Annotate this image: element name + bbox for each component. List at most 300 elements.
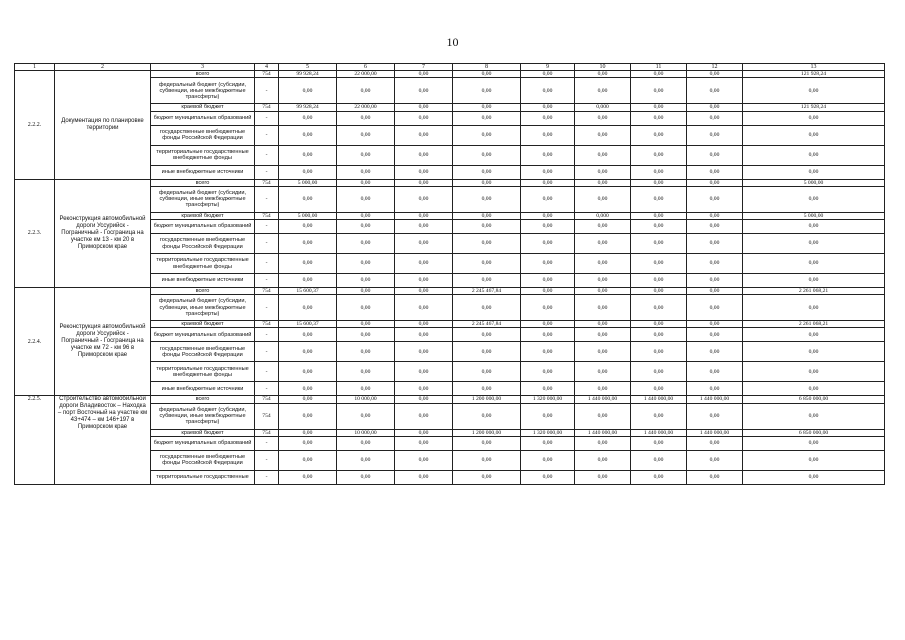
amount-cell: 0,00 [575,288,631,295]
total-cell: 0,00 [743,403,885,429]
gkbs-code-cell: 754 [255,179,279,186]
gkbs-code-cell: 754 [255,104,279,111]
amount-cell: 0,00 [521,165,575,179]
amount-cell: 15 600,37 [279,288,337,295]
amount-cell: 0,00 [279,145,337,165]
amount-cell: 0,00 [521,470,575,484]
amount-cell: 0,00 [687,328,743,342]
amount-cell: 0,00 [521,403,575,429]
amount-cell: 0,00 [521,78,575,104]
funding-source: федеральный бюджет (субсидии, субвенции, иные межбюджетные трансферты) [151,78,255,104]
amount-cell: 0,00 [631,403,687,429]
funding-source: территориальные государственные [151,470,255,484]
item-code: 2.2.4. [15,288,55,396]
amount-cell: 0,00 [575,342,631,362]
total-cell: 0,00 [743,234,885,254]
gkbs-code-cell: 754 [255,403,279,429]
amount-cell: 15 600,37 [279,321,337,328]
amount-cell: 1 200 000,00 [453,429,521,436]
gkbs-code-cell: - [255,220,279,234]
amount-cell: 0,00 [521,288,575,295]
amount-cell: 0,00 [687,145,743,165]
total-cell: 0,00 [743,78,885,104]
funding-source: бюджет муниципальных образований [151,220,255,234]
amount-cell: 0,00 [575,470,631,484]
total-cell: 0,00 [743,274,885,288]
total-cell: 2 261 068,21 [743,321,885,328]
amount-cell: 0,00 [631,71,687,78]
amount-cell: 0,00 [337,382,395,396]
amount-cell: 0,00 [453,470,521,484]
total-cell: 0,00 [743,382,885,396]
amount-cell: 0,00 [687,104,743,111]
amount-cell: 0,00 [337,362,395,382]
total-cell: 0,00 [743,470,885,484]
total-cell: 0,00 [743,328,885,342]
amount-cell: 0,00 [687,125,743,145]
amount-cell: 0,00 [395,295,453,321]
funding-source: бюджет муниципальных образований [151,111,255,125]
amount-cell: 0,00 [575,362,631,382]
amount-cell: 0,00 [279,328,337,342]
amount-cell: 0,00 [687,342,743,362]
amount-cell: 0,00 [631,78,687,104]
funding-source: государственные внебюджетные фонды Российской Федерации [151,234,255,254]
amount-cell: 0,00 [687,450,743,470]
amount-cell: 0,00 [521,342,575,362]
gkbs-code-cell: - [255,111,279,125]
table-row [15,179,885,186]
amount-cell: 0,00 [279,254,337,274]
amount-cell: 0,00 [395,78,453,104]
amount-cell: 0,00 [453,436,521,450]
column-number-header: 6 [337,64,395,71]
table-row [15,71,885,78]
amount-cell: 0,00 [521,125,575,145]
amount-cell: 0,00 [395,382,453,396]
amount-cell: 0,00 [395,328,453,342]
item-name: Реконструкция автомобильной дороги Уссурийск - Пограничный - Госграница на участке км 72 - км 96 в Приморском крае [55,288,151,396]
column-number-header: 9 [521,64,575,71]
amount-cell: 1 200 000,00 [453,396,521,403]
amount-cell: 0,00 [575,78,631,104]
amount-cell: 0,00 [575,125,631,145]
amount-cell: 0,00 [395,145,453,165]
amount-cell: 0,00 [337,274,395,288]
amount-cell: 0,00 [337,212,395,219]
amount-cell: 0,00 [337,295,395,321]
column-number-header: 13 [743,64,885,71]
gkbs-code-cell: - [255,125,279,145]
amount-cell: 0,00 [521,274,575,288]
amount-cell: 10 000,00 [337,396,395,403]
amount-cell: 0,00 [575,382,631,396]
amount-cell: 0,00 [521,186,575,212]
amount-cell: 0,00 [631,125,687,145]
amount-cell: 0,00 [453,186,521,212]
amount-cell: 0,00 [521,111,575,125]
amount-cell: 1 320 000,00 [521,429,575,436]
amount-cell: 0,00 [521,436,575,450]
gkbs-code-cell: - [255,186,279,212]
amount-cell: 0,00 [687,436,743,450]
column-number-row [15,64,885,71]
amount-cell: 0,00 [687,220,743,234]
amount-cell: 0,00 [279,220,337,234]
amount-cell: 0,00 [395,186,453,212]
amount-cell: 0,00 [395,429,453,436]
amount-cell: 5 000,00 [279,212,337,219]
amount-cell: 0,00 [395,125,453,145]
amount-cell: 0,00 [279,436,337,450]
amount-cell: 0,00 [453,403,521,429]
amount-cell: 0,00 [279,362,337,382]
funding-source: территориальные государственные внебюджетные фонды [151,145,255,165]
amount-cell: 0,00 [337,220,395,234]
funding-source: иные внебюджетные источники [151,165,255,179]
amount-cell: 0,00 [395,212,453,219]
amount-cell: 0,00 [687,179,743,186]
budget-table [14,63,885,485]
amount-cell: 0,00 [631,274,687,288]
amount-cell: 0,00 [337,450,395,470]
amount-cell: 0,00 [395,470,453,484]
amount-cell: 0,00 [337,78,395,104]
amount-cell: 0,00 [453,179,521,186]
funding-source: государственные внебюджетные фонды Российской Федерации [151,342,255,362]
amount-cell: 0,00 [337,111,395,125]
total-cell: 0,00 [743,186,885,212]
column-number-header: 2 [55,64,151,71]
amount-cell: 0,00 [395,165,453,179]
amount-cell: 0,00 [687,288,743,295]
amount-cell: 0,00 [395,104,453,111]
amount-cell: 0,00 [575,321,631,328]
total-cell: 0,00 [743,436,885,450]
amount-cell: 0,00 [337,125,395,145]
amount-cell: 0,00 [521,295,575,321]
column-number-header: 12 [687,64,743,71]
amount-cell: 0,00 [453,145,521,165]
amount-cell: 0,00 [453,104,521,111]
amount-cell: 2 245 467,84 [453,288,521,295]
funding-source: краевой бюджет [151,212,255,219]
total-cell: 0,00 [743,145,885,165]
amount-cell: 0,00 [453,220,521,234]
amount-cell: 0,00 [395,436,453,450]
amount-cell: 0,00 [521,254,575,274]
column-number-header: 10 [575,64,631,71]
amount-cell: 0,00 [575,145,631,165]
amount-cell: 0,00 [453,212,521,219]
funding-source: государственные внебюджетные фонды Российской Федерации [151,450,255,470]
amount-cell: 0,00 [521,321,575,328]
amount-cell: 0,00 [453,71,521,78]
amount-cell: 0,00 [453,274,521,288]
gkbs-code-cell: - [255,450,279,470]
amount-cell: 0,00 [631,328,687,342]
amount-cell: 0,00 [395,254,453,274]
amount-cell: 0,00 [395,362,453,382]
item-name: Реконструкция автомобильной дороги Уссурийск - Пограничный - Госграница на участке км 13 - км 20 в Приморском крае [55,179,151,287]
amount-cell: 0,00 [279,396,337,403]
amount-cell: 99 928,24 [279,71,337,78]
amount-cell: 0,00 [521,450,575,470]
funding-source: федеральный бюджет (субсидии, субвенции, иные межбюджетные трансферты) [151,186,255,212]
amount-cell: 0,00 [631,288,687,295]
amount-cell: 0,00 [395,220,453,234]
total-cell: 6 850 000,00 [743,429,885,436]
column-number-header: 4 [255,64,279,71]
gkbs-code-cell: 754 [255,321,279,328]
gkbs-code-cell: - [255,254,279,274]
amount-cell: 0,00 [395,179,453,186]
total-cell: 0,00 [743,342,885,362]
amount-cell: 0,00 [631,470,687,484]
amount-cell: 0,00 [521,220,575,234]
amount-cell: 0,00 [395,403,453,429]
amount-cell: 0,00 [631,212,687,219]
funding-source: краевой бюджет [151,321,255,328]
amount-cell: 0,00 [453,165,521,179]
amount-cell: 1 440 000,00 [687,429,743,436]
amount-cell: 0,00 [453,362,521,382]
amount-cell: 0,00 [575,328,631,342]
amount-cell: 0,00 [631,220,687,234]
amount-cell: 0,00 [521,145,575,165]
amount-cell: 0,00 [575,403,631,429]
amount-cell: 0,00 [279,342,337,362]
amount-cell: 0,00 [279,429,337,436]
total-cell: 0,00 [743,111,885,125]
amount-cell: 0,00 [687,321,743,328]
gkbs-code-cell: 754 [255,429,279,436]
amount-cell: 0,00 [575,436,631,450]
funding-source: бюджет муниципальных образований [151,436,255,450]
funding-source: федеральный бюджет (субсидии, субвенции, иные межбюджетные трансферты) [151,295,255,321]
amount-cell: 0,00 [279,403,337,429]
amount-cell: 0,00 [337,403,395,429]
page-number: 10 [446,35,459,49]
amount-cell: 0,00 [395,396,453,403]
amount-cell: 0,00 [279,186,337,212]
amount-cell: 0,00 [279,234,337,254]
gkbs-code-cell: - [255,274,279,288]
item-code: 2.2.2. [15,71,55,179]
amount-cell: 0,00 [279,125,337,145]
amount-cell: 0,00 [687,362,743,382]
total-cell: 6 850 000,00 [743,396,885,403]
amount-cell: 0,00 [521,104,575,111]
amount-cell: 0,00 [631,111,687,125]
amount-cell: 0,00 [337,321,395,328]
amount-cell: 0,00 [631,104,687,111]
total-cell: 5 000,00 [743,179,885,186]
amount-cell: 0,00 [687,254,743,274]
table-row [15,396,885,403]
amount-cell: 1 320 000,00 [521,396,575,403]
amount-cell: 0,00 [575,111,631,125]
amount-cell: 1 440 000,00 [575,429,631,436]
amount-cell: 0,00 [521,234,575,254]
amount-cell: 0,00 [521,362,575,382]
amount-cell: 0,00 [453,78,521,104]
funding-source: иные внебюджетные источники [151,382,255,396]
item-name: Строительство автомобильной дороги Владивосток – Находка – порт Восточный на участке км 43+474 – км 146+197 в Приморском крае [55,396,151,484]
amount-cell: 22 000,00 [337,104,395,111]
gkbs-code-cell: - [255,78,279,104]
gkbs-code-cell: 754 [255,396,279,403]
amount-cell: 0,00 [521,328,575,342]
amount-cell: 0,00 [395,342,453,362]
amount-cell: 0,00 [279,382,337,396]
amount-cell: 0,00 [575,234,631,254]
amount-cell: 0,00 [279,111,337,125]
amount-cell: 0,00 [279,450,337,470]
total-cell: 0,00 [743,450,885,470]
amount-cell: 0,00 [395,234,453,254]
amount-cell: 0,00 [395,450,453,470]
amount-cell: 5 000,00 [279,179,337,186]
amount-cell: 2 245 467,84 [453,321,521,328]
gkbs-code-cell: - [255,165,279,179]
total-cell: 0,00 [743,125,885,145]
amount-cell: 0,00 [453,234,521,254]
amount-cell: 0,00 [631,321,687,328]
amount-cell: 0,00 [575,295,631,321]
funding-source: иные внебюджетные источники [151,274,255,288]
item-code: 2.2.5. [15,396,55,484]
funding-source: краевой бюджет [151,104,255,111]
amount-cell: 0,00 [337,145,395,165]
gkbs-code-cell: 754 [255,288,279,295]
amount-cell: 0,000 [575,104,631,111]
amount-cell: 0,00 [687,382,743,396]
amount-cell: 1 440 000,00 [575,396,631,403]
amount-cell: 0,00 [453,382,521,396]
amount-cell: 0,00 [337,254,395,274]
amount-cell: 0,00 [521,71,575,78]
amount-cell: 0,00 [395,321,453,328]
amount-cell: 0,00 [687,274,743,288]
amount-cell: 0,00 [395,71,453,78]
funding-source: всего [151,288,255,295]
amount-cell: 0,00 [453,254,521,274]
amount-cell: 0,00 [631,234,687,254]
column-number-header: 5 [279,64,337,71]
gkbs-code-cell: - [255,436,279,450]
amount-cell: 0,00 [279,78,337,104]
amount-cell: 1 440 000,00 [631,396,687,403]
total-cell: 121 928,24 [743,71,885,78]
amount-cell: 0,00 [279,295,337,321]
amount-cell: 0,000 [575,212,631,219]
amount-cell: 0,00 [687,403,743,429]
funding-source: территориальные государственные внебюджетные фонды [151,362,255,382]
amount-cell: 0,00 [631,436,687,450]
gkbs-code-cell: - [255,362,279,382]
amount-cell: 0,00 [279,470,337,484]
amount-cell: 99 928,24 [279,104,337,111]
total-cell: 0,00 [743,295,885,321]
amount-cell: 0,00 [521,382,575,396]
gkbs-code-cell: - [255,382,279,396]
amount-cell: 0,00 [453,342,521,362]
gkbs-code-cell: 754 [255,212,279,219]
column-number-header: 8 [453,64,521,71]
column-number-header: 1 [15,64,55,71]
amount-cell: 0,00 [687,212,743,219]
amount-cell: 0,00 [631,342,687,362]
amount-cell: 0,00 [575,179,631,186]
amount-cell: 0,00 [575,254,631,274]
amount-cell: 0,00 [337,288,395,295]
funding-source: всего [151,179,255,186]
amount-cell: 0,00 [337,186,395,212]
amount-cell: 0,00 [575,220,631,234]
gkbs-code-cell: - [255,328,279,342]
column-number-header: 11 [631,64,687,71]
column-number-header: 3 [151,64,255,71]
amount-cell: 0,00 [279,165,337,179]
amount-cell: 0,00 [631,450,687,470]
amount-cell: 0,00 [631,382,687,396]
gkbs-code-cell: 754 [255,71,279,78]
funding-source: бюджет муниципальных образований [151,328,255,342]
gkbs-code-cell: - [255,295,279,321]
amount-cell: 0,00 [575,450,631,470]
amount-cell: 0,00 [337,436,395,450]
amount-cell: 22 000,00 [337,71,395,78]
amount-cell: 0,00 [631,254,687,274]
funding-source: краевой бюджет [151,429,255,436]
column-number-header: 7 [395,64,453,71]
funding-source: всего [151,71,255,78]
funding-source: территориальные государственные внебюджетные фонды [151,254,255,274]
amount-cell: 0,00 [337,234,395,254]
total-cell: 0,00 [743,165,885,179]
amount-cell: 0,00 [687,234,743,254]
amount-cell: 0,00 [575,71,631,78]
total-cell: 0,00 [743,220,885,234]
amount-cell: 1 440 000,00 [687,396,743,403]
gkbs-code-cell: - [255,145,279,165]
gkbs-code-cell: - [255,342,279,362]
amount-cell: 0,00 [687,165,743,179]
amount-cell: 0,00 [521,179,575,186]
item-code: 2.2.3. [15,179,55,287]
gkbs-code-cell: - [255,234,279,254]
amount-cell: 0,00 [453,450,521,470]
funding-source: всего [151,396,255,403]
amount-cell: 0,00 [631,145,687,165]
amount-cell: 0,00 [631,179,687,186]
total-cell: 121 928,24 [743,104,885,111]
amount-cell: 0,00 [453,125,521,145]
total-cell: 0,00 [743,362,885,382]
amount-cell: 0,00 [687,470,743,484]
amount-cell: 0,00 [453,328,521,342]
amount-cell: 0,00 [395,274,453,288]
amount-cell: 0,00 [687,71,743,78]
total-cell: 5 000,00 [743,212,885,219]
table-body [15,71,885,485]
amount-cell: 0,00 [337,328,395,342]
total-cell: 2 261 068,21 [743,288,885,295]
amount-cell: 0,00 [631,295,687,321]
amount-cell: 1 440 000,00 [631,429,687,436]
total-cell: 0,00 [743,254,885,274]
